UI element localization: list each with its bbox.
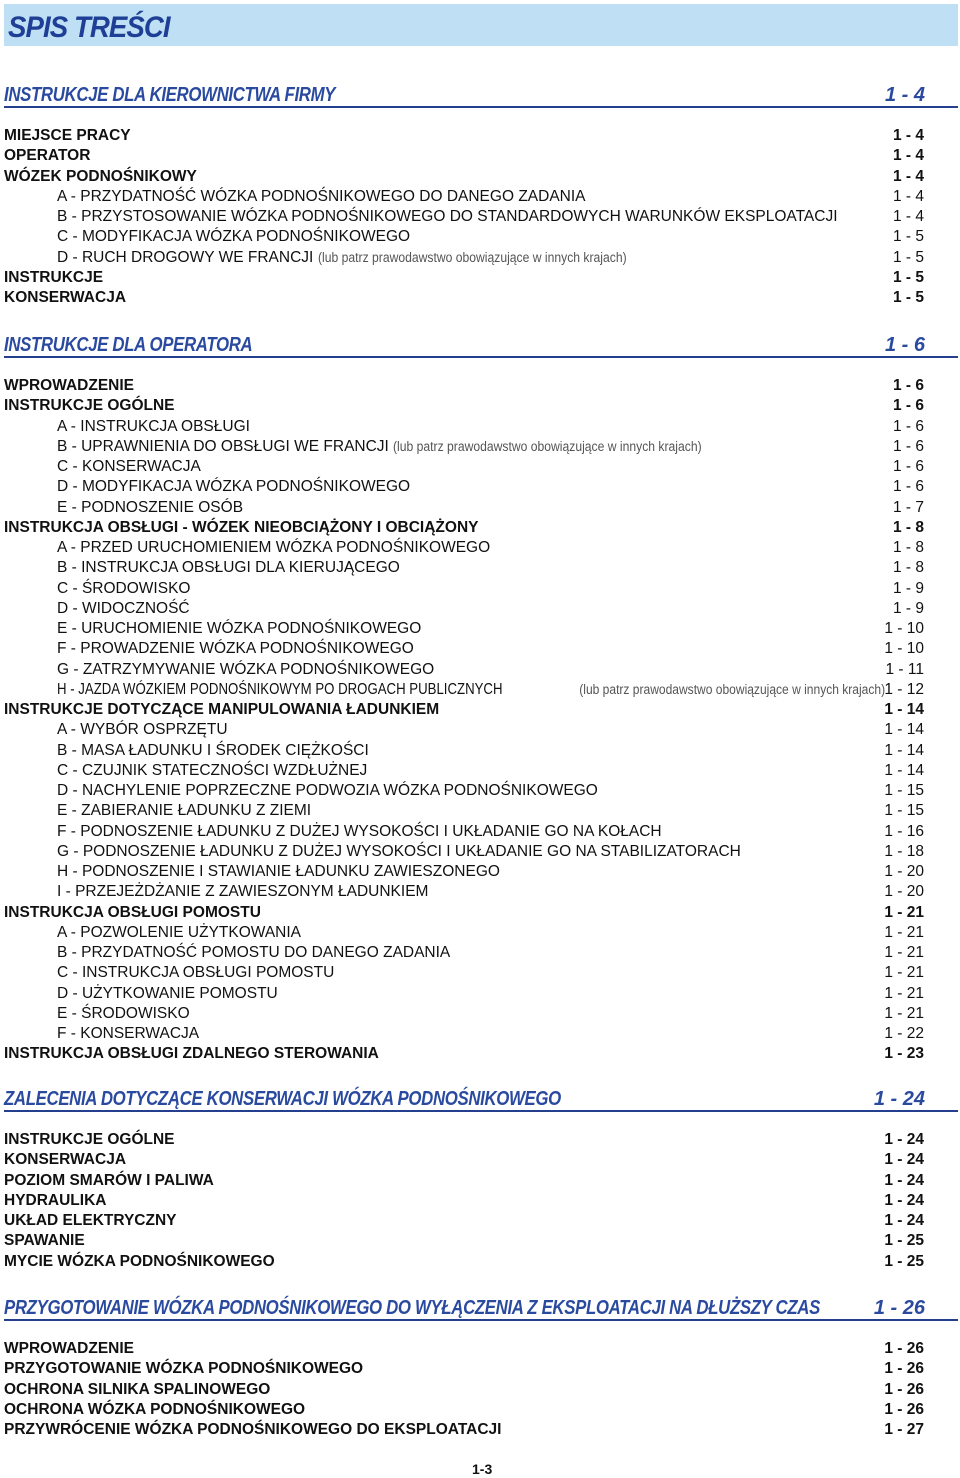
toc-entry-text: E - PODNOSZENIE OSÓB xyxy=(57,498,244,516)
toc-entry-title xyxy=(57,558,400,578)
toc-entry-title xyxy=(57,227,410,247)
toc-entry[interactable] xyxy=(4,660,924,680)
toc-entry-title xyxy=(4,167,197,187)
toc-entry-title xyxy=(57,680,919,700)
section-title: ZALECENIA DOTYCZĄCE KONSERWACJI WÓZKA PODNOŚNIKOWEGO xyxy=(4,1088,561,1110)
toc-entry-title xyxy=(57,882,428,902)
toc-entry-text: A - PRZYDATNOŚĆ WÓZKA PODNOŚNIKOWEGO DO DANEGO ZADANIA xyxy=(57,187,586,205)
toc-entry-page: 1 - 26 xyxy=(884,1360,924,1378)
toc-entry[interactable] xyxy=(4,862,924,882)
toc-entry-page: 1 - 21 xyxy=(884,984,924,1002)
toc-entry-text: PRZYGOTOWANIE WÓZKA PODNOŚNIKOWEGO xyxy=(4,1360,364,1378)
toc-entry-page: 1 - 21 xyxy=(884,903,924,921)
toc-entry-title xyxy=(57,963,334,983)
toc-entry-page: 1 - 6 xyxy=(892,478,924,496)
toc-entry-text: MIEJSCE PRACY xyxy=(4,127,131,144)
toc-entry[interactable] xyxy=(4,1150,924,1170)
toc-entry-text: MYCIE WÓZKA PODNOŚNIKOWEGO xyxy=(4,1252,275,1270)
toc-entry-page: 1 - 14 xyxy=(884,721,924,739)
toc-entry-title xyxy=(57,457,201,477)
toc-entry-text: PRZYWRÓCENIE WÓZKA PODNOŚNIKOWEGO DO EKSPLOATACJI xyxy=(4,1421,502,1438)
toc-entry-text: C - ŚRODOWISKO xyxy=(57,579,191,597)
toc-entry[interactable] xyxy=(4,288,924,308)
toc-entry-title xyxy=(4,396,175,416)
toc-entry-page: 1 - 4 xyxy=(892,208,924,225)
toc-entry-page: 1 - 8 xyxy=(892,559,924,577)
toc-entry[interactable] xyxy=(4,477,924,497)
toc-entry-page: 1 - 6 xyxy=(892,417,924,435)
toc-entry-text: I - PRZEJEŻDŻANIE Z ZAWIESZONYM ŁADUNKIEM xyxy=(57,883,429,901)
section-title: INSTRUKCJE DLA KIEROWNICTWA FIRMY xyxy=(4,84,336,106)
toc-entry-title xyxy=(4,1211,177,1231)
toc-entry[interactable] xyxy=(4,457,924,477)
toc-entry-page: 1 - 23 xyxy=(884,1045,924,1063)
toc-entry-page: 1 - 6 xyxy=(892,437,924,455)
toc-entry-page: 1 - 15 xyxy=(884,782,924,799)
toc-entry-text: C - MODYFIKACJA WÓZKA PODNOŚNIKOWEGO xyxy=(57,228,411,246)
toc-entry-title xyxy=(4,1380,270,1400)
toc-entry-page: 1 - 6 xyxy=(892,377,924,394)
toc-entry[interactable] xyxy=(4,1380,924,1400)
toc-entry-page: 1 - 10 xyxy=(884,620,924,637)
toc-entry-page: 1 - 10 xyxy=(884,640,924,658)
toc-entry-text: INSTRUKCJA OBSŁUGI - WÓZEK NIEOBCIĄŻONY I OBCIĄŻONY xyxy=(4,518,479,536)
toc-entry-text: A - WYBÓR OSPRZĘTU xyxy=(57,721,228,739)
toc-entry-title xyxy=(57,842,741,862)
toc-entry[interactable] xyxy=(4,984,924,1004)
toc-entry-page: 1 - 25 xyxy=(884,1232,924,1250)
toc-entry-title xyxy=(4,268,103,288)
toc-entry[interactable] xyxy=(4,882,924,902)
toc-entry-title xyxy=(57,498,243,518)
toc-entry-text: WÓZEK PODNOŚNIKOWY xyxy=(4,167,197,185)
toc-entry-title xyxy=(57,477,410,497)
toc-entry-page: 1 - 21 xyxy=(884,944,924,961)
toc-entry[interactable] xyxy=(4,619,924,639)
toc-entry[interactable] xyxy=(4,1171,924,1191)
toc-entry[interactable] xyxy=(4,599,924,619)
toc-entry-page: 1 - 14 xyxy=(884,761,924,779)
toc-entry-text: E - URUCHOMIENIE WÓZKA PODNOŚNIKOWEGO xyxy=(57,620,422,637)
toc-entry-page: 1 - 7 xyxy=(892,498,924,516)
toc-entry-title xyxy=(4,1231,85,1251)
toc-entry-page: 1 - 24 xyxy=(884,1212,924,1229)
toc-entry-note: (lub patrz prawodawstwo obowiązujące w innych krajach) xyxy=(393,438,702,454)
toc-entry-title xyxy=(57,1004,190,1024)
toc-entry[interactable] xyxy=(4,923,924,943)
toc-entry-title xyxy=(4,1171,214,1191)
toc-entry-title xyxy=(57,741,369,761)
toc-entry-text: D - RUCH DROGOWY WE FRANCJI xyxy=(57,248,314,266)
toc-entry[interactable] xyxy=(4,943,924,963)
toc-entry[interactable] xyxy=(4,579,924,599)
toc-entry-text: A - PRZED URUCHOMIENIEM WÓZKA PODNOŚNIKOWEGO xyxy=(57,539,491,556)
toc-entry-page: 1 - 21 xyxy=(884,964,924,982)
toc-entry-title xyxy=(4,1359,363,1379)
toc-entry[interactable] xyxy=(4,1359,924,1379)
section-heading[interactable] xyxy=(4,1088,958,1112)
toc-entry[interactable] xyxy=(4,822,924,842)
toc-entry-text: UKŁAD ELEKTRYCZNY xyxy=(4,1212,177,1229)
toc-entry[interactable] xyxy=(4,518,924,538)
toc-entry[interactable] xyxy=(4,227,924,247)
toc-entry-page: 1 - 6 xyxy=(892,458,924,475)
toc-entry-text: B - MASA ŁADUNKU I ŚRODEK CIĘŻKOŚCI xyxy=(57,741,369,759)
toc-entry-page: 1 - 14 xyxy=(884,741,924,759)
toc-entry[interactable] xyxy=(4,207,924,227)
toc-entry-title xyxy=(4,1044,379,1064)
toc-entry-title xyxy=(4,518,478,538)
toc-entry-title xyxy=(4,1339,134,1359)
toc-entry[interactable] xyxy=(4,1024,924,1044)
toc-entry-title xyxy=(57,619,421,639)
toc-entry[interactable] xyxy=(4,1191,924,1211)
toc-entry-page: 1 - 5 xyxy=(892,289,924,306)
toc-entry-page: 1 - 4 xyxy=(892,127,924,144)
toc-entry[interactable] xyxy=(4,842,924,862)
toc-entry-title xyxy=(57,437,736,457)
toc-entry-note: (lub patrz prawodawstwo obowiązujące w innych krajach) xyxy=(317,249,627,265)
toc-entry-text: WPROWADZENIE xyxy=(4,377,135,394)
toc-entry-title xyxy=(57,720,228,740)
toc-entry-title xyxy=(57,599,190,619)
toc-entry-text: G - PODNOSZENIE ŁADUNKU Z DUŻEJ WYSOKOŚCI I UKŁADANIE GO NA STABILIZATORACH xyxy=(57,842,741,860)
toc-entry-text: SPAWANIE xyxy=(4,1232,85,1250)
toc-entry[interactable] xyxy=(4,248,924,268)
toc-entry[interactable] xyxy=(4,126,924,146)
toc-entry-title xyxy=(4,1191,106,1211)
toc-entry[interactable] xyxy=(4,639,924,659)
toc-entry-title xyxy=(57,417,250,437)
toc-entry-text: OPERATOR xyxy=(4,147,91,165)
toc-entry-page: 1 - 24 xyxy=(884,1151,924,1169)
toc-entry-text: A - POZWOLENIE UŻYTKOWANIA xyxy=(57,923,302,941)
toc-entry[interactable] xyxy=(4,700,924,720)
toc-entry[interactable] xyxy=(4,1231,924,1251)
toc-entry-text: POZIOM SMARÓW I PALIWA xyxy=(4,1171,214,1189)
toc-entry-text: D - UŻYTKOWANIE POMOSTU xyxy=(57,984,278,1002)
toc-entry-text: C - INSTRUKCJA OBSŁUGI POMOSTU xyxy=(57,964,335,982)
toc-entry[interactable] xyxy=(4,1211,924,1231)
section-title: PRZYGOTOWANIE WÓZKA PODNOŚNIKOWEGO DO WYŁĄCZENIA Z EKSPLOATACJI NA DŁUŻSZY CZAS xyxy=(4,1297,820,1319)
toc-entry-page: 1 - 26 xyxy=(884,1340,924,1357)
section-page-number: 1 - 26 xyxy=(873,1297,925,1319)
section-page-number: 1 - 6 xyxy=(884,334,925,356)
toc-entry-text: INSTRUKCJA OBSŁUGI POMOSTU xyxy=(4,903,261,921)
toc-entry-title xyxy=(57,862,500,882)
toc-entry[interactable] xyxy=(4,268,924,288)
toc-entry[interactable] xyxy=(4,1130,924,1150)
toc-entry-text: G - ZATRZYMYWANIE WÓZKA PODNOŚNIKOWEGO xyxy=(57,660,435,678)
toc-entry-page: 1 - 15 xyxy=(884,802,924,820)
toc-entry-page: 1 - 20 xyxy=(884,863,924,880)
toc-entry-page: 1 - 24 xyxy=(884,1171,924,1189)
title-bar xyxy=(4,4,958,46)
toc-entry-title xyxy=(57,781,598,801)
page-title: SPIS TREŚCI xyxy=(8,11,170,44)
toc-entry-title xyxy=(57,923,301,943)
section-heading[interactable] xyxy=(4,1297,958,1321)
toc-entry-text: D - MODYFIKACJA WÓZKA PODNOŚNIKOWEGO xyxy=(57,478,411,496)
toc-entry-text: B - PRZYDATNOŚĆ POMOSTU DO DANEGO ZADANIA xyxy=(57,944,451,961)
toc-entry-title xyxy=(57,660,434,680)
toc-entry-page: 1 - 24 xyxy=(884,1131,924,1148)
toc-entry[interactable] xyxy=(4,538,924,558)
toc-entry-text: WPROWADZENIE xyxy=(4,1340,135,1357)
toc-entry-text: H - PODNOSZENIE I STAWIANIE ŁADUNKU ZAWIESZONEGO xyxy=(57,863,500,880)
toc-entry[interactable] xyxy=(4,417,924,437)
toc-entry-page: 1 - 9 xyxy=(892,579,924,597)
toc-entry[interactable] xyxy=(4,1252,924,1272)
toc-entry-page: 1 - 27 xyxy=(884,1421,924,1438)
toc-entry-title xyxy=(57,943,450,963)
toc-entry-text: INSTRUKCJE OGÓLNE xyxy=(4,397,175,415)
toc-entry[interactable] xyxy=(4,1339,924,1359)
toc-entry[interactable] xyxy=(4,761,924,781)
toc-entry[interactable] xyxy=(4,963,924,983)
section-heading[interactable] xyxy=(4,334,958,358)
toc-entry[interactable] xyxy=(4,146,924,166)
toc-entry-page: 1 - 4 xyxy=(892,187,924,205)
toc-entry-title xyxy=(57,579,190,599)
toc-entry[interactable] xyxy=(4,680,924,700)
toc-entry-title xyxy=(57,822,662,842)
toc-entry-text: D - WIDOCZNOŚĆ xyxy=(57,599,190,617)
toc-entry[interactable] xyxy=(4,396,924,416)
toc-entry-title xyxy=(57,761,367,781)
toc-entry-text: OCHRONA SILNIKA SPALINOWEGO xyxy=(4,1380,271,1398)
toc-entry-page: 1 - 21 xyxy=(884,923,924,941)
toc-entry-title xyxy=(4,288,126,308)
toc-entry-title xyxy=(4,1420,501,1440)
toc-entry-title xyxy=(57,984,278,1004)
section-page-number: 1 - 4 xyxy=(884,84,925,106)
toc-entry-page: 1 - 4 xyxy=(892,167,924,185)
toc-entry[interactable] xyxy=(4,167,924,187)
toc-entry-text: HYDRAULIKA xyxy=(4,1191,107,1209)
toc-entry-title xyxy=(4,376,134,396)
toc-entry-text: B - PRZYSTOSOWANIE WÓZKA PODNOŚNIKOWEGO DO STANDARDOWYCH WARUNKÓW EKSPLOATACJI xyxy=(57,208,838,225)
toc-entry-text: C - KONSERWACJA xyxy=(57,458,201,475)
toc-entry-title xyxy=(57,187,586,207)
toc-entry[interactable] xyxy=(4,720,924,740)
toc-entry[interactable] xyxy=(4,558,924,578)
toc-entry[interactable] xyxy=(4,1400,924,1420)
toc-entry-title xyxy=(4,903,261,923)
toc-entry[interactable] xyxy=(4,781,924,801)
toc-entry-page: 1 - 25 xyxy=(884,1252,924,1270)
toc-entry[interactable] xyxy=(4,498,924,518)
toc-entry-text: INSTRUKCJE xyxy=(4,268,104,286)
toc-entry-title xyxy=(4,1130,175,1150)
toc-entry-title xyxy=(4,700,439,720)
toc-entry-title xyxy=(57,207,838,227)
toc-entry-text: OCHRONA WÓZKA PODNOŚNIKOWEGO xyxy=(4,1400,306,1418)
toc-entry-text: F - PROWADZENIE WÓZKA PODNOŚNIKOWEGO xyxy=(57,640,414,658)
toc-entry[interactable] xyxy=(4,801,924,821)
toc-entry-text: F - KONSERWACJA xyxy=(57,1025,200,1042)
toc-entry-title xyxy=(4,1252,275,1272)
toc-entry-page: 1 - 5 xyxy=(892,248,924,266)
toc-entry[interactable] xyxy=(4,741,924,761)
toc-entry-text: INSTRUKCJE OGÓLNE xyxy=(4,1131,175,1148)
toc-entry[interactable] xyxy=(4,1420,924,1440)
toc-entry-title xyxy=(4,126,131,146)
toc-entry-page: 1 - 18 xyxy=(884,842,924,860)
toc-entry[interactable] xyxy=(4,1044,924,1064)
toc-entry-page: 1 - 12 xyxy=(884,680,924,698)
toc-entry-text: H - JAZDA WÓZKIEM PODNOŚNIKOWYM PO DROGACH PUBLICZNYCH xyxy=(57,680,503,698)
toc-entry-page: 1 - 9 xyxy=(892,599,924,617)
toc-entry-title xyxy=(57,1024,199,1044)
toc-entry-text: C - CZUJNIK STATECZNOŚCI WZDŁUŻNEJ xyxy=(57,761,368,779)
toc-entry-note: (lub patrz prawodawstwo obowiązujące w innych krajach) xyxy=(579,681,886,697)
toc-entry-text: B - INSTRUKCJA OBSŁUGI DLA KIERUJĄCEGO xyxy=(57,559,400,577)
toc-entry-title xyxy=(57,248,661,268)
toc-entry-page: 1 - 5 xyxy=(892,228,924,246)
toc-entry-text: F - PODNOSZENIE ŁADUNKU Z DUŻEJ WYSOKOŚCI I UKŁADANIE GO NA KOŁACH xyxy=(57,822,662,840)
toc-entry-page: 1 - 21 xyxy=(884,1004,924,1022)
toc-entry-page: 1 - 14 xyxy=(884,701,924,718)
toc-entry-page: 1 - 16 xyxy=(884,822,924,840)
toc-entry-text: KONSERWACJA xyxy=(4,289,127,306)
toc-entry-page: 1 - 26 xyxy=(884,1400,924,1418)
toc-entry-title xyxy=(4,1150,126,1170)
toc-entry-title xyxy=(57,538,490,558)
toc-entry-title xyxy=(57,639,414,659)
toc-entry[interactable] xyxy=(4,903,924,923)
toc-entry-page: 1 - 6 xyxy=(892,397,924,415)
toc-entry-text: A - INSTRUKCJA OBSŁUGI xyxy=(57,417,250,435)
toc-entry-page: 1 - 24 xyxy=(884,1191,924,1209)
toc-entry-text: D - NACHYLENIE POPRZECZNE PODWOZIA WÓZKA PODNOŚNIKOWEGO xyxy=(57,782,598,799)
toc-entry-title xyxy=(4,146,90,166)
toc-entry-title xyxy=(4,1400,305,1420)
toc-entry-text: KONSERWACJA xyxy=(4,1151,127,1169)
toc-entry[interactable] xyxy=(4,187,924,207)
toc-entry-text: INSTRUKCJA OBSŁUGI ZDALNEGO STEROWANIA xyxy=(4,1045,379,1063)
section-page-number: 1 - 24 xyxy=(873,1088,925,1110)
toc-entry-page: 1 - 8 xyxy=(892,518,924,536)
toc-entry-page: 1 - 26 xyxy=(884,1380,924,1398)
page-number: 1-3 xyxy=(472,1461,493,1477)
toc-entry-page: 1 - 22 xyxy=(884,1025,924,1042)
toc-entry-text: B - UPRAWNIENIA DO OBSŁUGI WE FRANCJI xyxy=(57,437,389,455)
toc-entry[interactable] xyxy=(4,1004,924,1024)
toc-entry[interactable] xyxy=(4,437,924,457)
section-title: INSTRUKCJE DLA OPERATORA xyxy=(4,334,253,356)
toc-entry-text: INSTRUKCJE DOTYCZĄCE MANIPULOWANIA ŁADUNKIEM xyxy=(4,701,440,718)
toc-entry-title xyxy=(57,801,311,821)
toc-entry-page: 1 - 5 xyxy=(892,268,924,286)
toc-entry-text: E - ŚRODOWISKO xyxy=(57,1004,190,1022)
toc-entry-page: 1 - 11 xyxy=(885,660,924,678)
toc-entry-page: 1 - 20 xyxy=(884,883,924,901)
toc-entry-text: E - ZABIERANIE ŁADUNKU Z ZIEMI xyxy=(57,802,312,820)
toc-entry-page: 1 - 4 xyxy=(892,147,924,165)
toc-entry-page: 1 - 8 xyxy=(892,539,924,556)
section-heading[interactable] xyxy=(4,84,958,108)
toc-entry[interactable] xyxy=(4,376,924,396)
